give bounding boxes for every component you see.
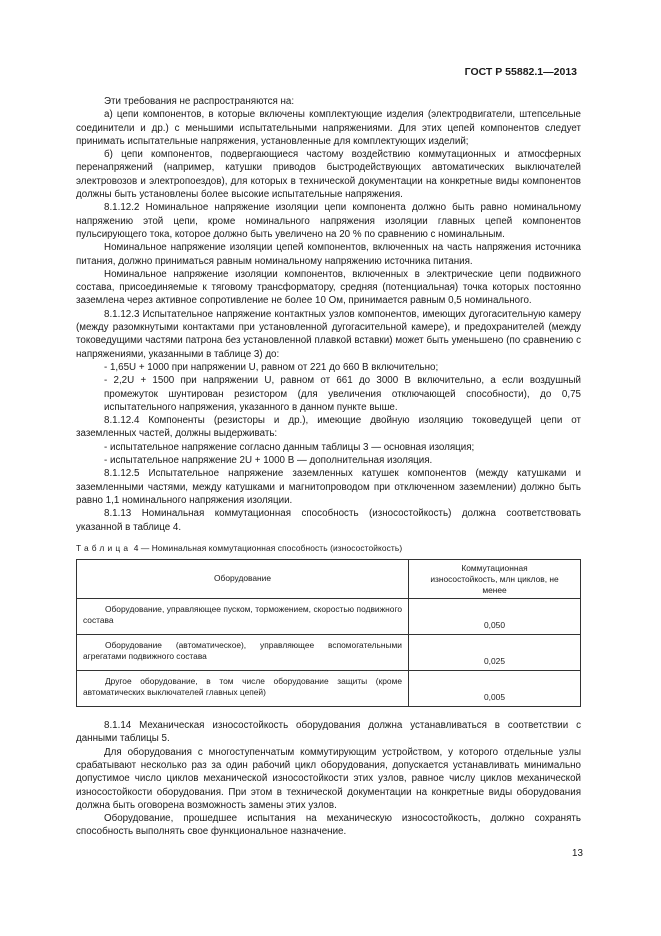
paragraph: 8.1.12.2 Номинальное напряжение изоляции цепи компонента должно быть равно номинальному напряжению этой цепи, кроме номинального напряжения изоляции главных цепей компонентов пульсирующего тока, которое должно быть увеличено на 20 % по сравнению с номинальным. bbox=[76, 202, 581, 240]
column-header-durability: Коммутационная износостойкость, млн циклов, не менее bbox=[409, 560, 581, 599]
paragraph: а) цепи компонентов, в которые включены комплектующие изделия (электродвигатели, штепсельные соединители и др.) с меньшими испытательными напряжениями. Для этих цепей компонентов следует принимать испытательные напряжения, установленные для комплектующих изделий; bbox=[76, 109, 581, 147]
table-cell-value: 0,005 bbox=[409, 671, 581, 707]
table-cell-equipment: Оборудование, управляющее пуском, торможением, скоростью подвижного состава bbox=[77, 599, 409, 635]
table-header-row bbox=[77, 560, 581, 599]
list-item: - 2,2U + 1500 при напряжении U, равном от 661 до 3000 В включительно, а если воздушный промежуток шунтирован резистором (для увеличения отключающей способности), до 0,75 испытательного напряжения, указанного в данном пункте выше. bbox=[104, 375, 581, 413]
standard-header: ГОСТ Р 55882.1—2013 bbox=[464, 66, 577, 78]
paragraph: Для оборудования с многоступенчатым коммутирующим устройством, у которого отдельные узлы срабатывают несколько раз за один рабочий цикл оборудования, допускается устанавливать минимально допустимое число циклов механической износостойкости этих узлов, равное числу циклов механической износостойкости оборудования. При этом в технической документации на конкретные виды оборудования должна быть оговорена возможность замены этих узлов. bbox=[76, 746, 581, 811]
body-text bbox=[76, 95, 581, 839]
table-cell-equipment: Оборудование (автоматическое), управляющее вспомогательными агрегатами подвижного состава bbox=[77, 635, 409, 671]
page-number: 13 bbox=[572, 848, 583, 859]
column-header-equipment: Оборудование bbox=[77, 560, 409, 599]
table-caption-text: 4 — Номинальная коммутационная способность (износостойкость) bbox=[133, 542, 403, 553]
table-cell-value: 0,025 bbox=[409, 635, 581, 671]
paragraph: 8.1.12.5 Испытательное напряжение заземленных катушек компонентов (между катушками и заземленными частями, между катушками и магнитопроводом при отключенном заземлении) должно быть равно 1,1 номинального напряжения изоляции. bbox=[76, 468, 581, 506]
table-cell-value: 0,050 bbox=[409, 599, 581, 635]
table-row bbox=[77, 599, 581, 635]
table-row bbox=[77, 671, 581, 707]
table-cell-equipment: Другое оборудование, в том числе оборудование защиты (кроме автоматических выключателей главных цепей) bbox=[77, 671, 409, 707]
list-item: - испытательное напряжение согласно данным таблицы 3 — основная изоляция; bbox=[104, 441, 475, 453]
paragraph: Эти требования не распространяются на: bbox=[104, 96, 295, 107]
paragraph: 8.1.13 Номинальная коммутационная способность (износостойкость) должна соответствовать указанной в таблице 4. bbox=[76, 508, 581, 533]
table-4 bbox=[76, 559, 581, 707]
table-caption-word: Таблица bbox=[76, 542, 132, 553]
paragraph: Номинальное напряжение изоляции цепей компонентов, включенных на часть напряжения источника питания, должно приниматься равным номинальному напряжению источника питания. bbox=[76, 242, 581, 267]
list-item: - 1,65U + 1000 при напряжении U, равном от 221 до 660 В включительно; bbox=[104, 361, 439, 373]
paragraph: б) цепи компонентов, подвергающиеся частому воздействию коммутационных и атмосферных перенапряжений (например, катушки приводов быстродействующих автоматических выключателей электровозов и электропоездов), для которых в технической документации на конкретные виды компонентов должны быть установлены более высокие испытательные напряжения. bbox=[76, 149, 581, 201]
paragraph: 8.1.12.4 Компоненты (резисторы и др.), имеющие двойную изоляцию токоведущей цепи от заземленных частей, должны выдерживать: bbox=[76, 415, 581, 440]
paragraph: 8.1.12.3 Испытательное напряжение контактных узлов компонентов, имеющих дугогасительную камеру (между разомкнутыми контактами при установленной дугогасительной камере), и предохранителей (между токоведущими частями патрона без установленной плавкой вставки) может быть уменьшено (по сравнению с напряжениями, указанными в таблице 3) до: bbox=[76, 308, 581, 360]
paragraph: Номинальное напряжение изоляции компонентов, включенных в электрические цепи подвижного состава, присоединяемые к тяговому трансформатору, средняя (потенциальная) точка которых постоянно заземлена через активное сопротивление не более 10 Ом, принимается равным 0,5 номинального. bbox=[76, 268, 581, 307]
paragraph: 8.1.14 Механическая износостойкость оборудования должна устанавливаться в соответствии с данными таблицы 5. bbox=[76, 720, 581, 745]
paragraph: Оборудование, прошедшее испытания на механическую износостойкость, должно сохранять способность выполнять свое функциональное назначение. bbox=[76, 813, 581, 838]
list-item: - испытательное напряжение 2U + 1000 В — дополнительная изоляция. bbox=[104, 455, 433, 467]
table-caption bbox=[76, 542, 581, 555]
table-row bbox=[77, 635, 581, 671]
